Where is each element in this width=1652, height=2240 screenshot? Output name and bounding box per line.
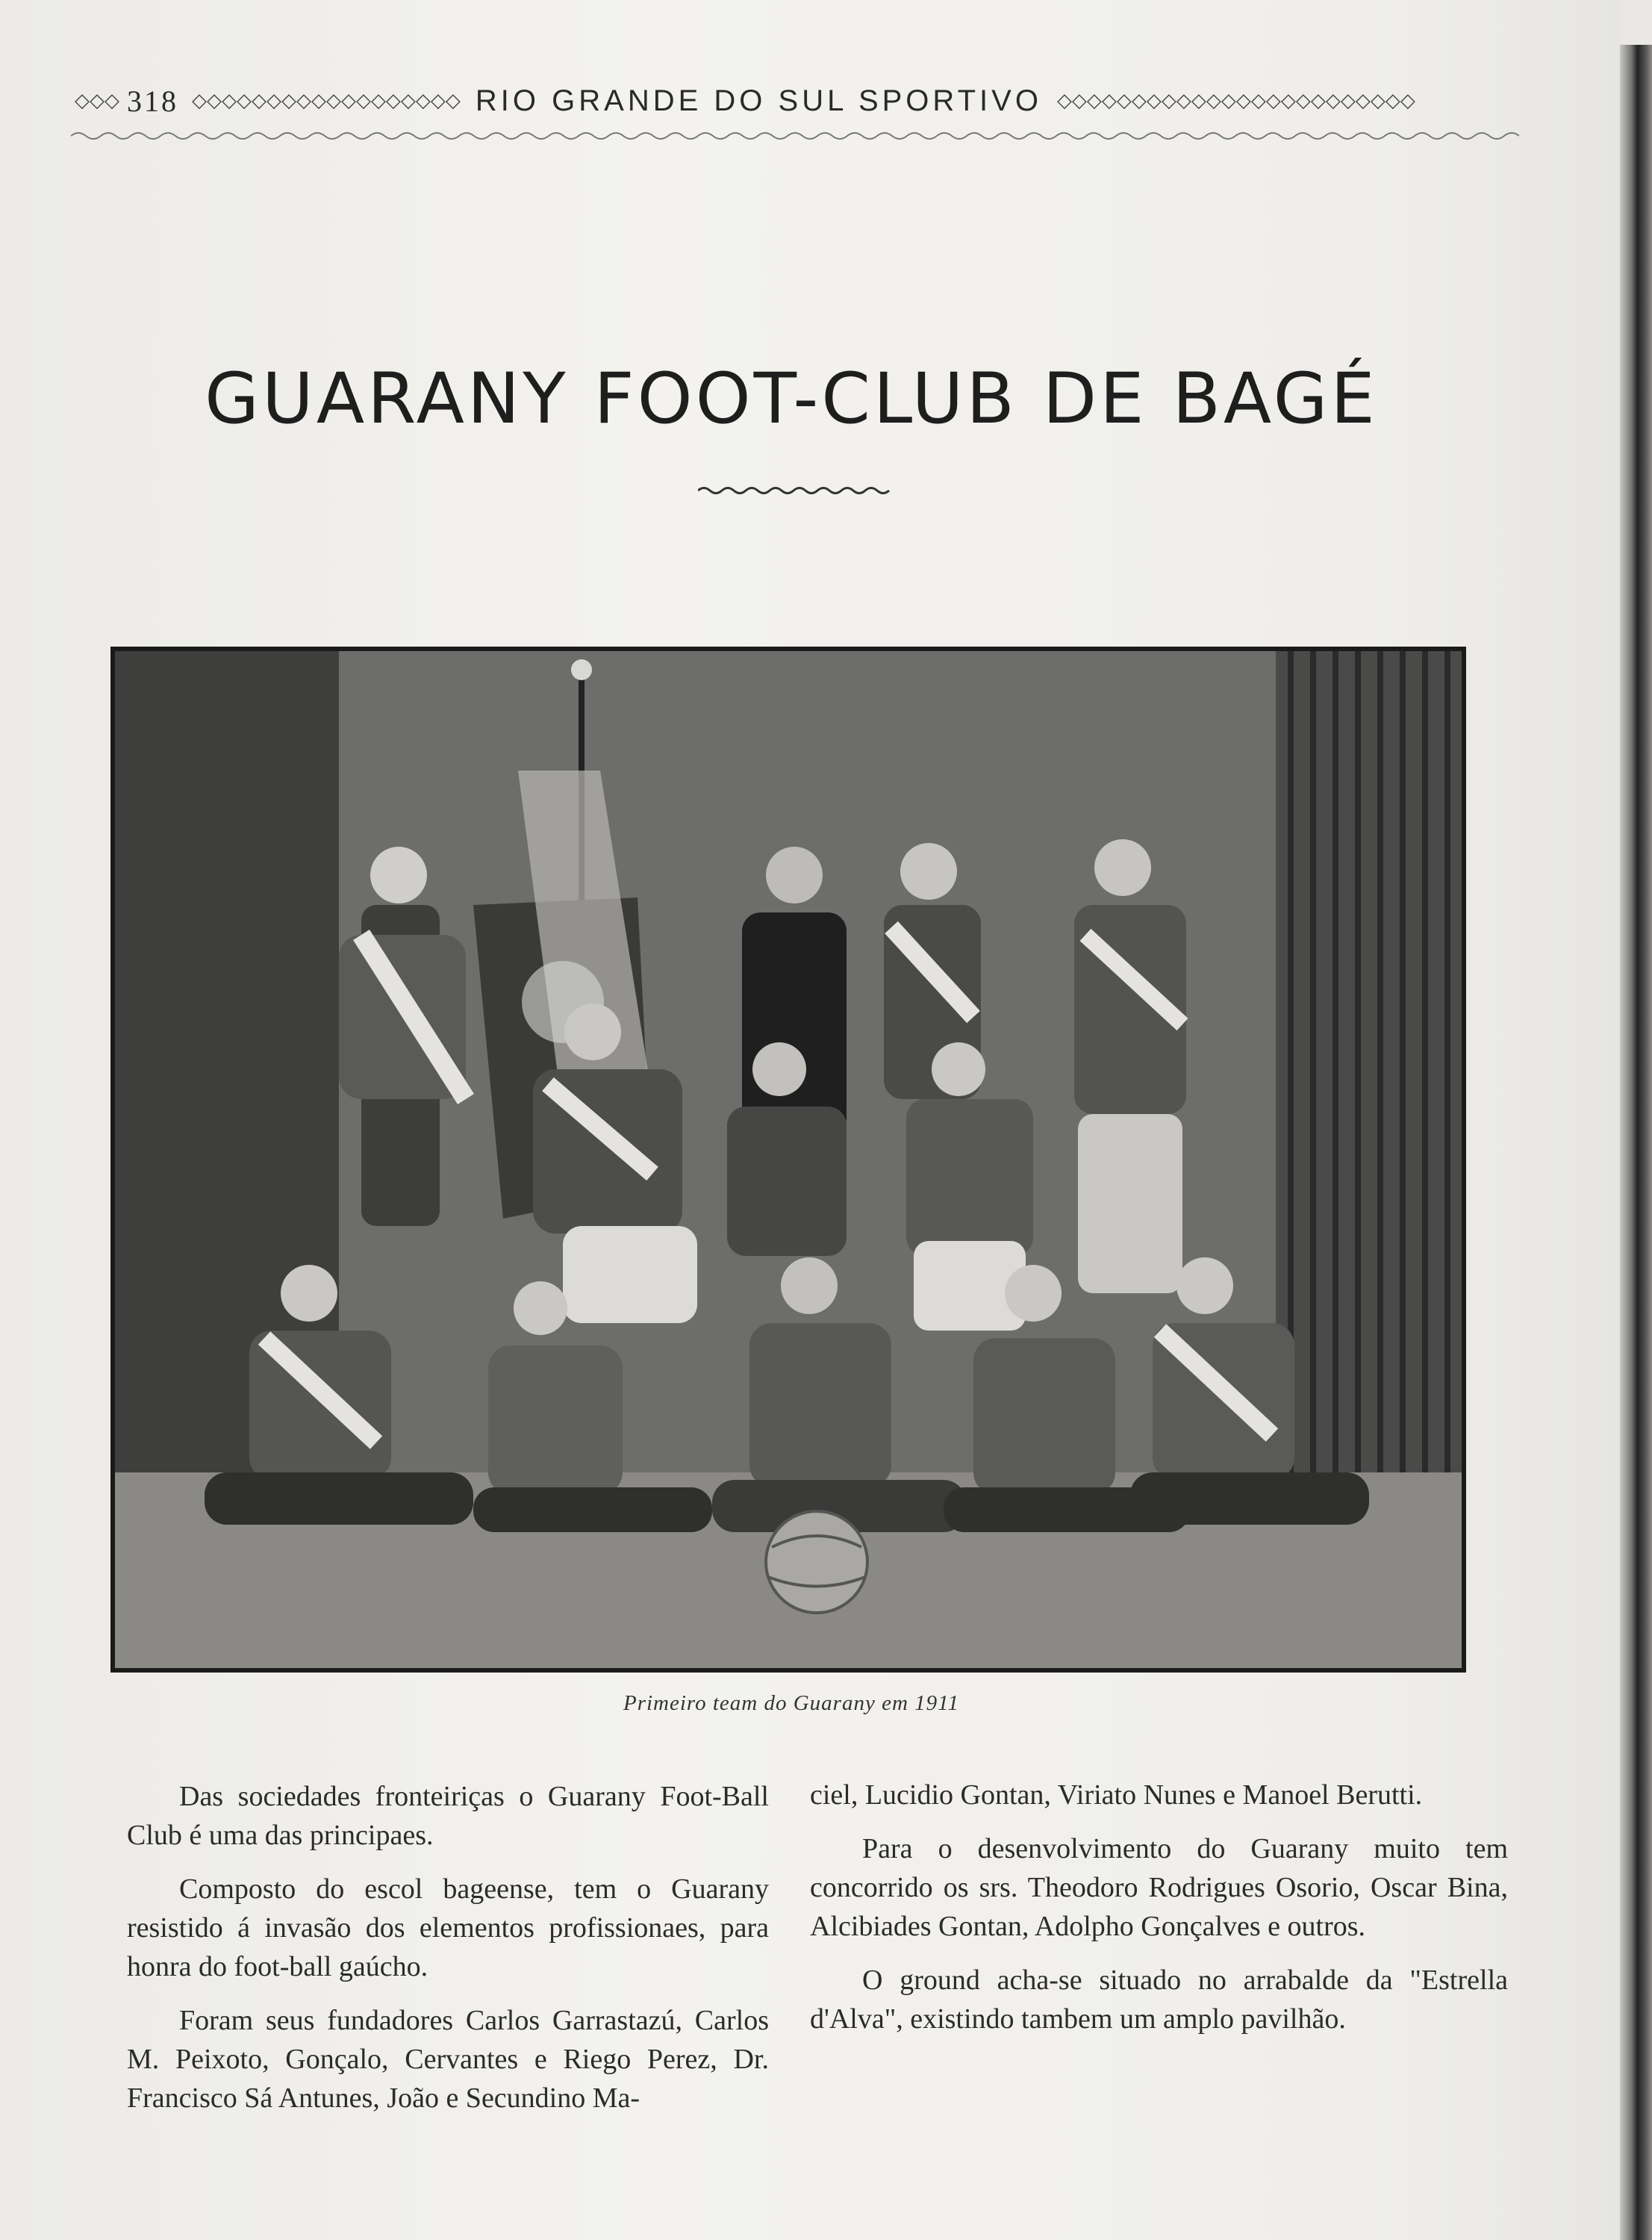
header-ornament-middle: ◇◇◇◇◇◇◇◇◇◇◇◇◇◇◇◇◇◇ bbox=[192, 90, 461, 111]
header-wavy-rule bbox=[71, 127, 1519, 145]
page-number: 318 bbox=[127, 84, 178, 118]
body-paragraph: Composto do escol bageense, tem o Guarany resistido á invasão dos elementos profissionaes, para honra do foot-ball gaúcho. bbox=[127, 1873, 769, 1982]
photo-caption: Primeiro team do Guarany em 1911 bbox=[623, 1691, 960, 1715]
football-icon bbox=[766, 1511, 867, 1613]
team-photo-illustration bbox=[115, 651, 1462, 1668]
body-paragraph: ciel, Lucidio Gontan, Viriato Nunes e Manoel Berutti. bbox=[810, 1779, 1423, 1811]
article-title: GUARANY FOOT-CLUB DE BAGÉ bbox=[205, 358, 1378, 440]
body-column-left bbox=[127, 1777, 769, 2132]
body-column-right bbox=[810, 1776, 1508, 2053]
body-paragraph: Foram seus fundadores Carlos Garrastazú, Carlos M. Peixoto, Gonçalo, Cervantes e Riego Perez, Dr. Francisco Sá Antunes, João e Secundino Ma- bbox=[127, 2005, 769, 2114]
body-paragraph: Das sociedades fronteiriças o Guarany Foot-Ball Club é uma das principaes. bbox=[127, 1781, 769, 1851]
team-photograph bbox=[110, 647, 1466, 1673]
header-ornament-right: ◇◇◇◇◇◇◇◇◇◇◇◇◇◇◇◇◇◇◇◇◇◇◇◇ bbox=[1056, 90, 1415, 111]
body-paragraph: Para o desenvolvimento do Guarany muito tem concorrido os srs. Theodoro Rodrigues Osorio, Oscar Bina, Alcibiades Gontan, Adolpho Gonçalves e outros. bbox=[810, 1833, 1508, 1942]
header-ornament-left: ◇◇◇ bbox=[75, 90, 119, 111]
body-paragraph: O ground acha-se situado no arrabalde da "Estrella d'Alva", existindo tambem um amplo pavilhão. bbox=[810, 1964, 1508, 2035]
book-binding-edge bbox=[1620, 45, 1652, 2240]
page-header bbox=[75, 78, 1515, 123]
magazine-title: RIO GRANDE DO SUL SPORTIVO bbox=[475, 84, 1042, 117]
title-flourish bbox=[698, 482, 892, 500]
